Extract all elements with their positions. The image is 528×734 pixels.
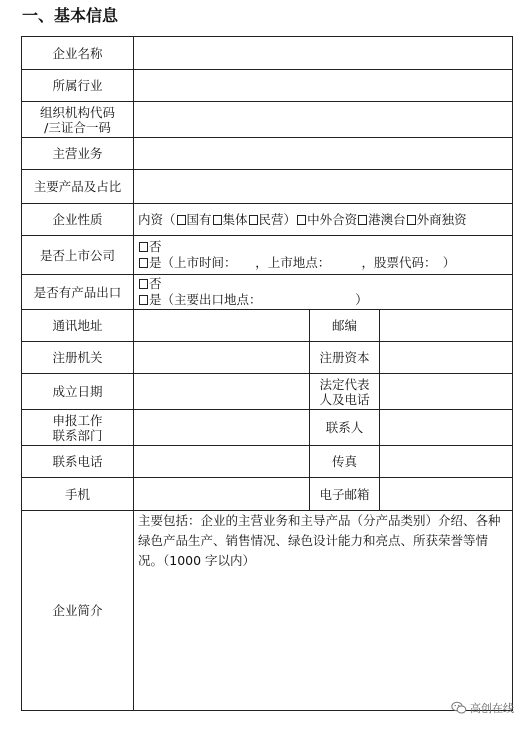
reg-authority-label: 注册机关 [22, 342, 134, 374]
joint-venture-checkbox[interactable] [297, 215, 306, 225]
org-code-label [22, 102, 134, 138]
nature-label: 企业性质 [22, 204, 134, 236]
fax-field[interactable] [380, 446, 513, 478]
export-no-option [138, 276, 508, 292]
watermark [451, 700, 514, 716]
export-yes-label: 是（主要出口地点： ） [149, 292, 368, 307]
legal-rep-label-line2: 人及电话 [319, 391, 370, 407]
row-industry [22, 70, 513, 102]
watermark-text: 高创在线 [470, 702, 514, 715]
export-options [134, 275, 513, 310]
legal-rep-field[interactable] [380, 374, 513, 410]
address-field[interactable] [134, 310, 310, 342]
org-code-field[interactable] [134, 102, 513, 138]
main-products-label: 主要产品及占比 [22, 170, 134, 204]
dept-label [22, 410, 134, 446]
dept-label-line2: 联系部门 [52, 427, 103, 443]
intro-label: 企业简介 [22, 511, 134, 711]
listed-options [134, 236, 513, 275]
contact-label: 联系人 [310, 410, 380, 446]
listed-yes-option [138, 255, 508, 271]
wechat-icon [451, 701, 467, 715]
legal-rep-label [310, 374, 380, 410]
postcode-label: 邮编 [310, 310, 380, 342]
state-owned-checkbox[interactable] [177, 215, 186, 225]
established-field[interactable] [134, 374, 310, 410]
nature-options [134, 204, 513, 236]
listed-yes-checkbox[interactable] [139, 258, 148, 268]
address-label: 通讯地址 [22, 310, 134, 342]
listed-yes-label: 是（上市时间： ，上市地点： ，股票代码： ） [149, 255, 456, 270]
company-name-field[interactable] [134, 37, 513, 70]
collective-label: 集体 [222, 212, 248, 227]
main-business-field[interactable] [134, 138, 513, 170]
fax-label: 传真 [310, 446, 380, 478]
org-code-label-line1: 组织机构代码 [39, 104, 115, 120]
row-established [22, 374, 513, 410]
intro-instructions: 主要包括：企业的主营业务和主导产品（分产品类别）介绍、各种绿色产品生产、销售情况、绿色设计能力和亮点、所获荣誉等情况。（1000 字以内） [138, 513, 501, 568]
export-no-label: 否 [149, 276, 162, 291]
hk-macau-tw-label: 港澳台 [368, 212, 406, 227]
basic-info-table [21, 36, 513, 711]
row-mobile [22, 478, 513, 511]
legal-rep-label-line1: 法定代表 [319, 376, 370, 392]
listed-label: 是否上市公司 [22, 236, 134, 275]
nature-domestic-prefix: 内资（ [138, 212, 176, 227]
email-field[interactable] [380, 478, 513, 511]
row-company-name [22, 37, 513, 70]
private-checkbox[interactable] [249, 215, 258, 225]
row-export [22, 275, 513, 310]
page-title: 一、基本信息 [22, 6, 119, 25]
main-products-field[interactable] [134, 170, 513, 204]
row-main-products [22, 170, 513, 204]
postcode-field[interactable] [380, 310, 513, 342]
foreign-label: 外商独资 [416, 212, 467, 227]
hk-macau-tw-checkbox[interactable] [358, 215, 367, 225]
main-business-label: 主营业务 [22, 138, 134, 170]
org-code-label-line2: /三证合一码 [44, 119, 111, 135]
industry-field[interactable] [134, 70, 513, 102]
private-label: 民营） [258, 212, 297, 227]
state-owned-label: 国有 [186, 212, 212, 227]
row-registration [22, 342, 513, 374]
dept-field[interactable] [134, 410, 310, 446]
listed-no-option [138, 239, 508, 255]
row-intro [22, 511, 513, 711]
row-org-code [22, 102, 513, 138]
export-yes-checkbox[interactable] [139, 295, 148, 305]
contact-field[interactable] [380, 410, 513, 446]
export-yes-option [138, 292, 508, 308]
industry-label: 所属行业 [22, 70, 134, 102]
reg-capital-field[interactable] [380, 342, 513, 374]
phone-label: 联系电话 [22, 446, 134, 478]
row-nature [22, 204, 513, 236]
dept-label-line1: 申报工作 [52, 412, 103, 428]
mobile-field[interactable] [134, 478, 310, 511]
company-name-label: 企业名称 [22, 37, 134, 70]
row-contact-dept [22, 410, 513, 446]
foreign-checkbox[interactable] [407, 215, 416, 225]
joint-venture-label: 中外合资 [307, 212, 358, 227]
intro-field[interactable] [134, 511, 513, 711]
collective-checkbox[interactable] [213, 215, 222, 225]
reg-authority-field[interactable] [134, 342, 310, 374]
reg-capital-label: 注册资本 [310, 342, 380, 374]
row-phone [22, 446, 513, 478]
listed-no-label: 否 [149, 239, 162, 254]
email-label: 电子邮箱 [310, 478, 380, 511]
export-label: 是否有产品出口 [22, 275, 134, 310]
row-main-business [22, 138, 513, 170]
row-address [22, 310, 513, 342]
phone-field[interactable] [134, 446, 310, 478]
mobile-label: 手机 [22, 478, 134, 511]
row-listed [22, 236, 513, 275]
listed-no-checkbox[interactable] [139, 242, 148, 252]
established-label: 成立日期 [22, 374, 134, 410]
export-no-checkbox[interactable] [139, 279, 148, 289]
